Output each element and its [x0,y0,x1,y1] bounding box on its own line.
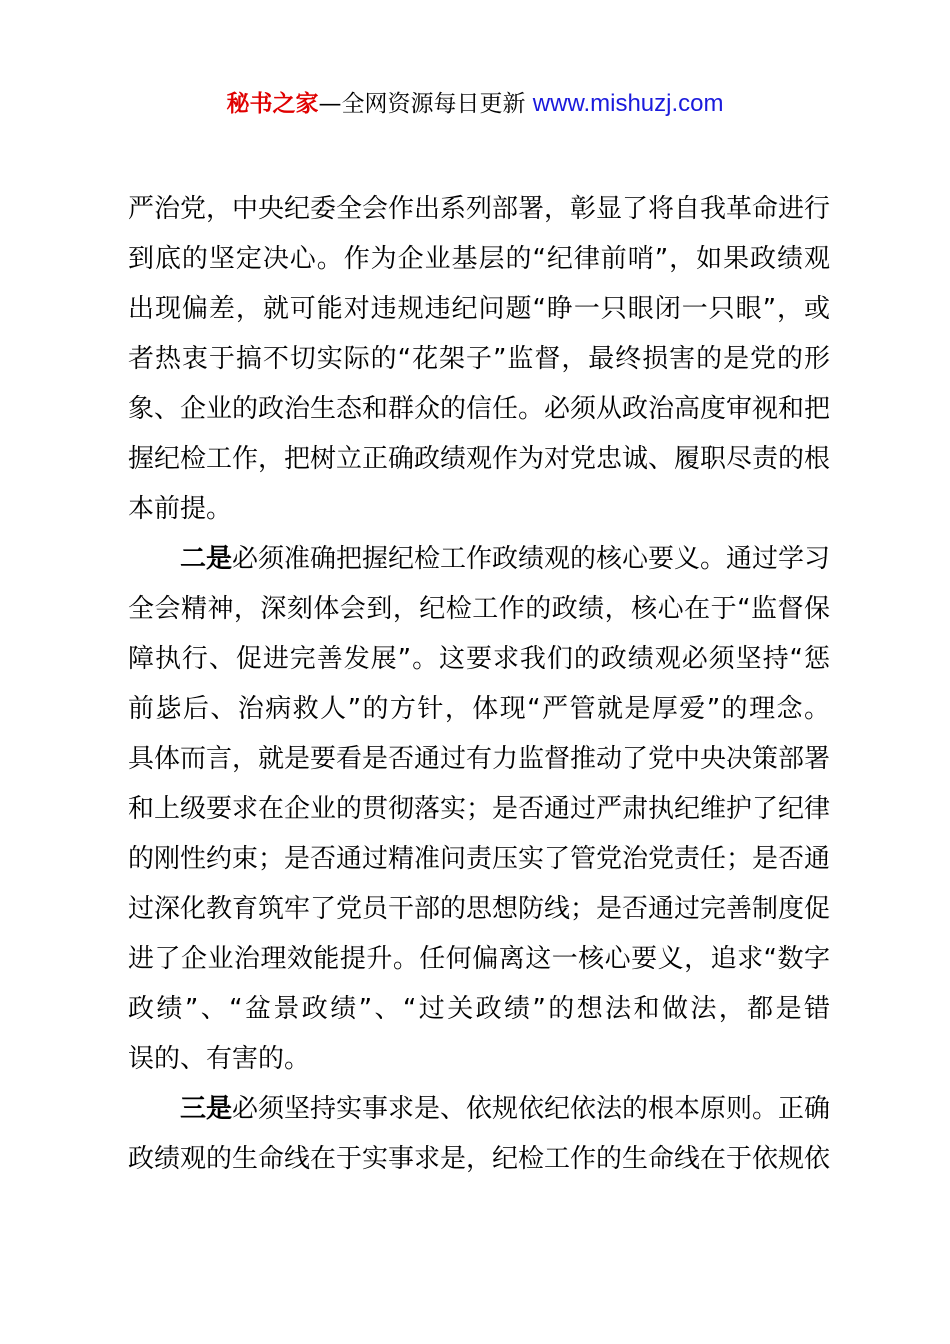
text-line: 者热衷于搞不切实际的“花架子”监督，最终损害的是党的形 [128,344,830,374]
text-line: 的刚性约束；是否通过精准问责压实了管党治党责任；是否通 [128,844,831,874]
paragraph-2-lead: 二是 [180,544,233,574]
text-line: 和上级要求在企业的贯彻落实；是否通过严肃执纪维护了纪律 [128,794,831,824]
paragraph-2-first-line [128,534,830,584]
text-line: 严治党，中央纪委全会作出系列部署，彰显了将自我革命进行 [128,194,831,224]
text-line: 握纪检工作，把树立正确政绩观作为对党忠诚、履职尽责的根 [128,444,831,474]
text-line: 全会精神，深刻体会到，纪检工作的政绩，核心在于“监督保 [128,594,830,624]
text-line: 政绩观的生命线在于实事求是，纪检工作的生命线在于依规依 [128,1144,831,1174]
text-line: 出现偏差，就可能对违规违纪问题“睁一只眼闭一只眼”，或 [128,294,830,324]
text-line: 象、企业的政治生态和群众的信任。必须从政治高度审视和把 [128,394,831,424]
site-header [0,88,950,120]
paragraph-2-first-text: 必须准确把握纪检工作政绩观的核心要义。通过学习 [232,544,831,574]
paragraph-3-first-text: 必须坚持实事求是、依规依纪依法的根本原则。正确 [232,1094,831,1124]
paragraph-3-lead: 三是 [180,1094,233,1124]
text-line: 进了企业治理效能提升。任何偏离这一核心要义，追求“数字 [128,944,830,974]
text-line: 过深化教育筑牢了党员干部的思想防线；是否通过完善制度促 [128,894,831,924]
paragraph-3-first-line [128,1084,830,1134]
text-line: 政绩”、“盆景政绩”、“过关政绩”的想法和做法，都是错 [128,994,830,1024]
text-line: 障执行、促进完善发展”。这要求我们的政绩观必须坚持“惩 [128,644,830,674]
site-url-link[interactable]: www.mishuzj.com [532,90,724,117]
site-slogan: —全网资源每日更新 [318,91,533,117]
text-line: 误的、有害的。 [128,1044,311,1074]
document-body [128,184,830,1184]
text-line: 前毖后、治病救人”的方针，体现“严管就是厚爱”的理念。 [128,694,830,724]
text-line: 到底的坚定决心。作为企业基层的“纪律前哨”，如果政绩观 [128,244,830,274]
brand-name: 秘书之家 [226,91,319,117]
text-line: 本前提。 [128,494,233,524]
text-line: 具体而言，就是要看是否通过有力监督推动了党中央决策部署 [128,744,831,774]
